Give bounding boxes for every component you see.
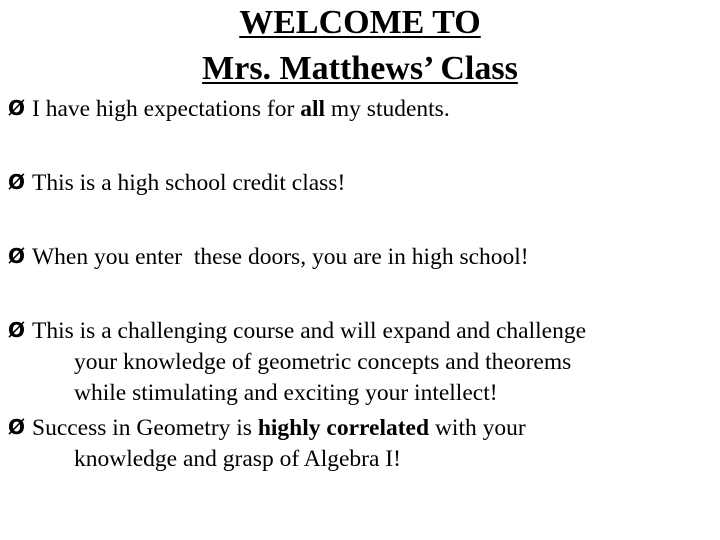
bullet-text: This is a high school credit class! — [32, 170, 346, 196]
bullet-text: This is a challenging course and will expand and challenge — [32, 318, 587, 344]
arrow-bullet-icon: Ø — [8, 318, 26, 342]
bullet-text: my students. — [325, 96, 450, 122]
bullet-continuation: your knowledge of geometric concepts and theorems — [74, 349, 572, 375]
arrow-bullet-icon: Ø — [8, 96, 26, 120]
title-line-2: Mrs. Matthews’ Class — [202, 50, 518, 87]
bullet-high-school — [8, 241, 713, 273]
bullet-continuation: while stimulating and exciting your intellect! — [74, 380, 498, 406]
bullet-text: When you enter these doors, you are in high school! — [32, 244, 529, 270]
bullet-emphasis: highly correlated — [257, 415, 430, 441]
title-line-1: WELCOME TO — [239, 4, 481, 41]
bullet-expectations — [8, 93, 713, 125]
bullet-emphasis: all — [300, 96, 326, 122]
arrow-bullet-icon: Ø — [8, 415, 26, 439]
bullet-continuation: knowledge and grasp of Algebra I! — [74, 446, 401, 472]
bullet-credit-class — [8, 167, 713, 199]
bullet-challenging-course — [8, 315, 713, 409]
bullet-text: with your — [429, 415, 526, 441]
bullet-success-geometry — [8, 412, 713, 475]
slide-title — [0, 0, 720, 92]
bullet-text: Success in Geometry is — [32, 415, 258, 441]
arrow-bullet-icon: Ø — [8, 170, 26, 194]
bullet-text: I have high expectations for — [32, 96, 301, 122]
arrow-bullet-icon: Ø — [8, 244, 26, 268]
